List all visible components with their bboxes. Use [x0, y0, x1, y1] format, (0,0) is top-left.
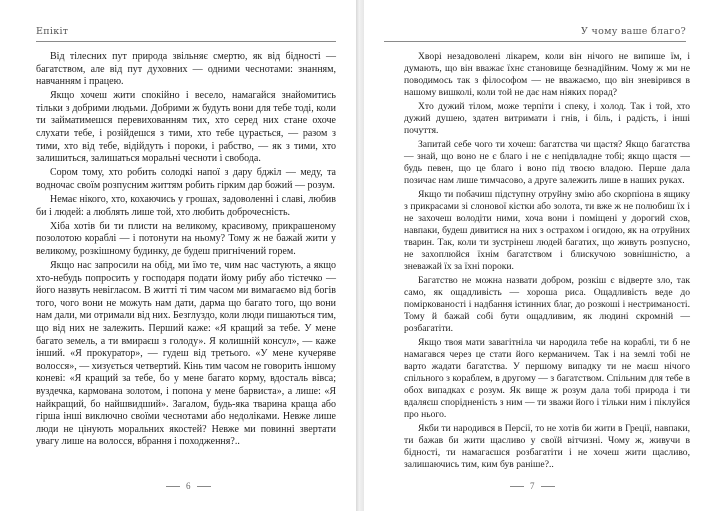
paragraph: Якщо хочеш жити спокійно і весело, намагайся знайомитись тільки з добрими людьми. Добрими ж будуть вони для тебе тоді, коли ти займатимешся перевихованням тих, хто серед них стане охоче слухати тебе, і розійдешся з тими, хто тебе цурається, — разом з тими, хто від тебе, відійдуть і пороки, і рабство, — як з тими, хто залишиться, залишаться моральні чесноти і свобода. [36, 90, 336, 165]
paragraph: Запитай себе чого ти хочеш: багатства чи щастя? Якщо багатства — знай, що воно не є благо і не є непідвладне тобі; якщо щастя — будь певен, що це благо і воно під твоєю владою. Перше дала позичає нам лише тимчасово, а друге залежить лише в наших руках. [404, 138, 690, 186]
page-number: 6 [186, 481, 191, 491]
paragraph: Хіба хотів би ти плисти на великому, красивому, прикрашеному позолотою кораблі — і потонути на ньому? Тому ж не бажай жити у великому, розкішному будинку, де будеш пригнічений горем. [36, 220, 336, 257]
paragraph: Багатство не можна назвати добром, розкіш є відверте зло, так само, як ощадливість — хороша риса. Ощадливість веде до поміркованості і надбання істинних благ, до розкоші і нестриманості. Тому й бажай собі бути ощадливим, як людині скромній — розбагатіти. [404, 274, 690, 335]
paragraph: Якщо ти побачиш підступну отруйну змію або скорпіона в ящику з прикрасами зі слонової кістки або золота, ти вже ж не полюбиш їх і не захочеш володіти ними, хоча вони і поміщені у дорогий схов, навпаки, будеш дивитися на них з острахом і огидою, як на отруйних тварин. Так, коли ти зустрінеш людей багатих, що живуть розпусно, не захоплюйся їхнім багатством і блискучою зовнішністю, а зневажай їх за їхні пороки. [404, 188, 690, 273]
running-head-left: Епікіт [36, 26, 69, 37]
header-rule-left [36, 41, 336, 42]
paragraph: Хто дужий тілом, може терпіти і спеку, і холод. Так і той, хто дужий душею, здатен витримати і гнів, і біль, і радість, і інші почуття. [404, 100, 690, 137]
paragraph: Якщо нас запросили на обід, ми їмо те, чим нас частують, а якщо хто-небудь попросить у господаря подати йому рибу або тістечко — його назвуть невігласом. В житті ті тим часом ми вимагаємо від богів того, чого вони не можуть нам дати, дарма що багато того, що вони нам дали, ми отримали від них. Безглуздо, коли люди пишаються тим, що від них не залежить. Перший каже: «Я кращий за тебе. У мене багато земель, а ти вмираєш з голоду». Я колишній консул», — каже інший. «Я прокуратор», — гудеш від третього. «У мене кучеряве волосся», — хизується четвертий. Кінь тим часом не говорить іншому коневі: «Я кращий за тебе, бо у мене багато корму, вдосталь вівса; вуздечка, кармована золотом, і попона у мене барвиста», а лише: «Я найкращий, бо найшвидший». Загалом, будь-яка тварина краща або гірша інші виключно своїми чеснотами або недоліками. Невже лише люди не цінують моральних якостей? Невже ми повинні звертати увагу лише на волосся, вбрання і походження?.. [36, 260, 336, 448]
page-number-right [510, 481, 555, 491]
folio-dash [166, 486, 180, 487]
paragraph: Якщо твоя мати завагітніла чи народила тебе на кораблі, ти б не намагався через це стати його керманичем. Так і на землі тобі не варто жадати багатства. У першому випадку ти не маєш нічого спільного з кораблем, в другому — з багатством. Спільним для тебе в обох випадках є розум. Як вище ж розум дала тобі природа і ти вдаляєш спорідненість з ним — ти зважи його і тільки ним і піклуйся про нього. [404, 336, 690, 421]
folio-dash [197, 486, 211, 487]
right-page-text [404, 51, 690, 473]
page-number-left [166, 481, 211, 491]
left-page [0, 0, 356, 511]
header-rule-right [384, 41, 686, 42]
folio-dash [541, 486, 555, 487]
book-gutter [356, 0, 364, 511]
right-page [364, 0, 720, 511]
paragraph: Немає нікого, хто, кохаючись у грошах, задоволенні і славі, любив би і людей: а люблять лише той, хто любить доброчесність. [36, 194, 336, 218]
folio-dash [510, 486, 524, 487]
left-page-text [36, 51, 336, 450]
paragraph: Хворі незадоволені лікарем, коли він нічого не випише їм, і думають, що він вважає їхнє становище безнадійним. Чому ж ми не поводимось так з філософом — не вважаємо, що він зневірився в нашому вишколі, коли той не дає нам ніяких порад? [404, 51, 690, 99]
running-head-right: У чому ваше благо? [581, 26, 686, 37]
page-number: 7 [530, 481, 535, 491]
paragraph: Сором тому, хто робить солодкі напої з дару бджіл — меду, та водночас своїм розпусним життям робить гірким дар божий — розум. [36, 167, 336, 191]
paragraph: Від тілесних пут природа звільняє смертю, як від бідності — багатством, але від пут духовних — одними чеснотами: знанням, навчанням і працею. [36, 51, 336, 88]
paragraph: Якби ти народився в Персії, то не хотів би жити в Греції, навпаки, ти бажав би жити щасливо у своїй вітчизні. Чому ж, живучи в бідності, ти намагаєшся розбагатіти і не хочеш жити щасливо, залишаючись тим, ким був раніше?.. [404, 422, 690, 471]
